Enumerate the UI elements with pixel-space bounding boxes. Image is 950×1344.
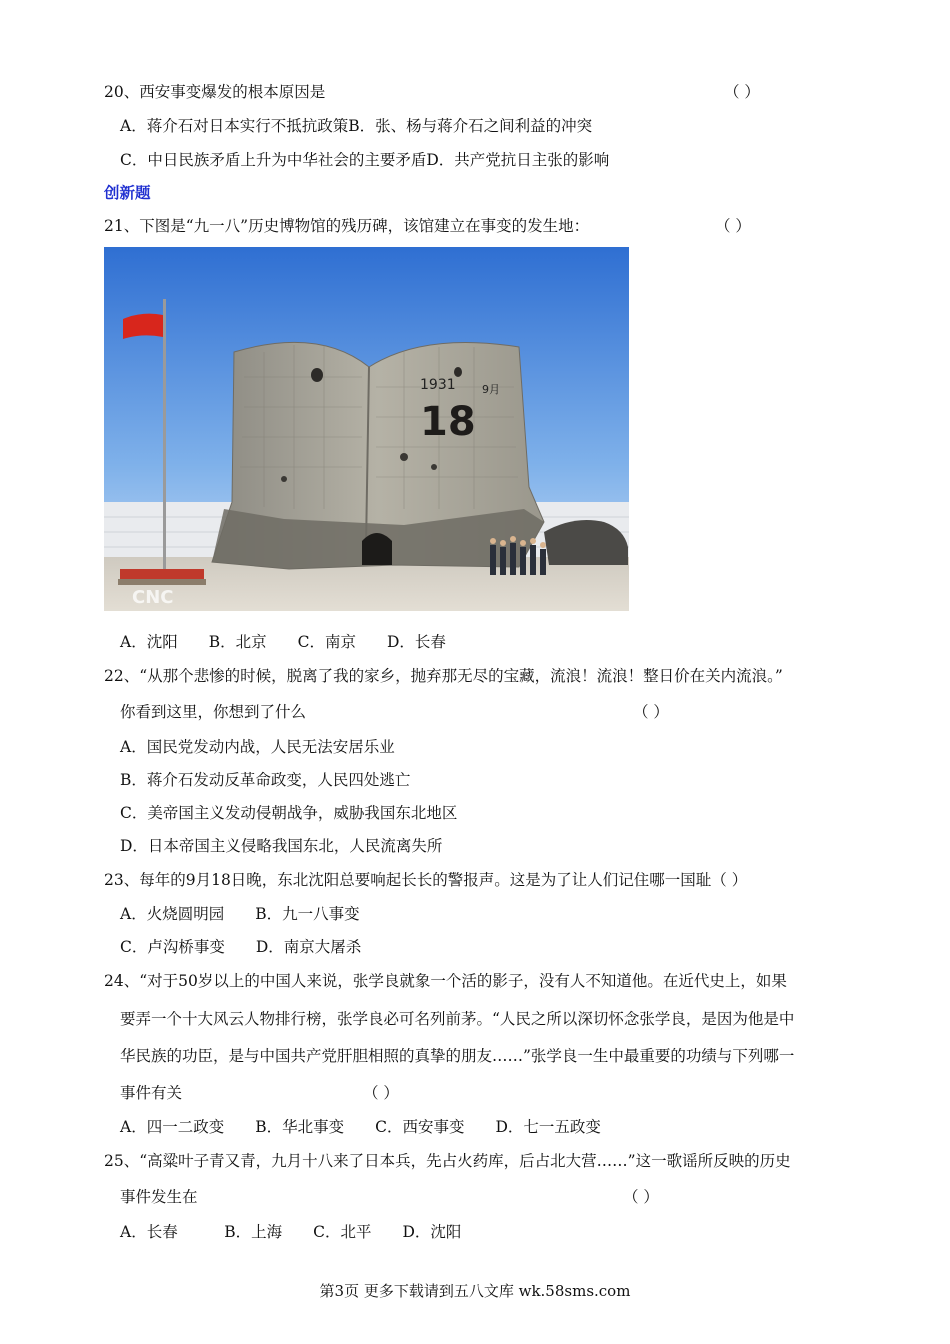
q24-stem-line4: 事件有关 [120, 1084, 183, 1102]
q20-options-ab: A．蒋介石对日本实行不抵抗政策B．张、杨与蒋介石之间利益的冲突 [120, 117, 593, 135]
inscription-year: 1931 [420, 377, 456, 393]
monument-photo [104, 247, 629, 611]
q24-stem-line1: 24、“对于50岁以上的中国人来说，张学良就象一个活的影子，没有人不知道他。在近代史上，如果 [104, 972, 787, 990]
q25-stem-line1: 25、“高粱叶子青又青，九月十八来了日本兵，先占火药库，后占北大营……”这一歌谣所反映的历史 [104, 1152, 791, 1170]
q22-option-c: C．美帝国主义发动侵朝战争，威胁我国东北地区 [120, 804, 458, 822]
section-title: 创新题 [104, 184, 151, 202]
q22-stem-line1: 22、“从那个悲惨的时候，脱离了我的家乡，抛弃那无尽的宝藏，流浪！流浪！整日价在关内流浪。” [104, 667, 783, 685]
q20-options-cd: C．中日民族矛盾上升为中华社会的主要矛盾D．共产党抗日主张的影响 [120, 151, 610, 169]
q24-options: A．四一二政变 B．华北事变 C．西安事变 D．七一五政变 [120, 1118, 601, 1136]
q22-option-a: A．国民党发动内战，人民无法安居乐业 [120, 738, 395, 756]
q23-options-cd: C．卢沟桥事变 D．南京大屠杀 [120, 938, 362, 956]
cnc-watermark: CNC [132, 587, 174, 608]
inscription-month: 9月 [482, 383, 500, 396]
q22-stem-line2: 你看到这里，你想到了什么 [120, 703, 307, 721]
q22-answer-paren: （ ） [633, 703, 669, 721]
q21-options: A．沈阳 B．北京 C．南京 D．长春 [120, 633, 446, 651]
q23-options-ab: A．火烧圆明园 B．九一八事变 [120, 905, 360, 923]
q25-answer-paren: （ ） [623, 1188, 659, 1206]
q20-answer-paren: （ ） [724, 83, 760, 101]
q22-option-d: D．日本帝国主义侵略我国东北，人民流离失所 [120, 837, 443, 855]
q22-option-b: B．蒋介石发动反革命政变，人民四处逃亡 [120, 771, 411, 789]
q24-answer-paren: （ ） [363, 1084, 399, 1102]
q21-answer-paren: （ ） [715, 217, 751, 235]
q20-stem: 20、西安事变爆发的根本原因是 [104, 83, 326, 101]
q25-stem-line2: 事件发生在 [120, 1188, 198, 1206]
q24-stem-line3: 华民族的功臣，是与中国共产党肝胆相照的真挚的朋友……”张学良一生中最重要的功绩与下列哪一 [120, 1047, 795, 1065]
page-footer: 第3页 更多下载请到五八文库 wk.58sms.com [319, 1282, 631, 1300]
q24-stem-line2: 要弄一个十大风云人物排行榜，张学良必可名列前茅。“人民之所以深切怀念张学良，是因为他是中 [120, 1010, 795, 1028]
q25-options: A．长春 B．上海 C．北平 D．沈阳 [120, 1223, 462, 1241]
inscription-day: 18 [420, 399, 476, 445]
q23-stem: 23、每年的9月18日晚，东北沈阳总要响起长长的警报声。这是为了让人们记住哪一国耻（ ） [104, 871, 748, 889]
q21-stem: 21、下图是“九一八”历史博物馆的残历碑，该馆建立在事变的发生地： [104, 217, 590, 235]
